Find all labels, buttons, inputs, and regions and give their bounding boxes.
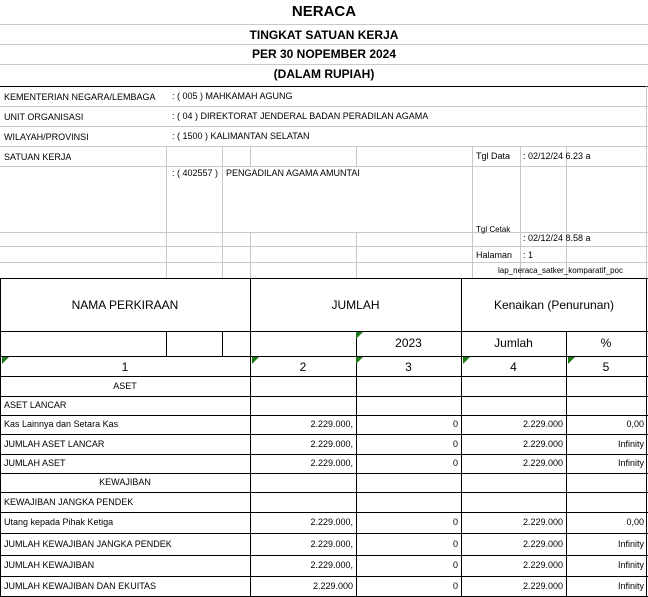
row-value-current: 2.229.000, <box>310 539 353 549</box>
row-value-2023 <box>356 473 458 492</box>
row-value-change <box>461 492 563 512</box>
row-label: ASET LANCAR <box>4 400 67 410</box>
row-value-current: 2.229.000, <box>310 517 353 527</box>
report-title: NERACA <box>291 3 357 20</box>
report-subtitle: TINGKAT SATUAN KERJA <box>249 28 399 42</box>
row-value-2023: 0 <box>452 581 458 591</box>
row-value-percent: Infinity <box>617 581 644 591</box>
row-value-change <box>461 473 563 492</box>
unit-label: UNIT ORGANISASI <box>4 112 84 122</box>
col-year-2023: 2023 <box>395 336 422 350</box>
row-value-percent: Infinity <box>617 539 644 549</box>
row-value-percent: 0,00 <box>626 517 644 527</box>
row-label: JUMLAH KEWAJIBAN <box>4 560 95 570</box>
tgl-cetak-value: : 02/12/24 8.58 a <box>523 233 591 243</box>
satker-label: SATUAN KERJA <box>4 152 72 162</box>
row-value-2023 <box>356 396 458 415</box>
col-num-5: 5 <box>602 360 610 374</box>
tgl-cetak-label: Tgl Cetak <box>476 226 511 234</box>
row-value-current: 2.229.000, <box>310 560 353 570</box>
row-label: Kas Lainnya dan Setara Kas <box>4 419 119 429</box>
col-jumlah: JUMLAH <box>331 298 380 312</box>
halaman-value: : 1 <box>523 250 534 260</box>
row-value-change: 2.229.000 <box>522 419 563 429</box>
tgl-data-value: : 02/12/24 6.23 a <box>523 151 591 161</box>
row-label: JUMLAH ASET <box>4 458 66 468</box>
col-num-3: 3 <box>405 360 412 374</box>
satker-name: PENGADILAN AGAMA AMUNTAI <box>226 168 360 178</box>
row-value-2023: 0 <box>452 517 458 527</box>
row-label: KEWAJIBAN JANGKA PENDEK <box>4 497 134 507</box>
row-label: KEWAJIBAN <box>99 477 151 487</box>
col-percent: % <box>600 336 612 350</box>
row-value-change: 2.229.000 <box>522 560 563 570</box>
col-kenaikan: Kenaikan (Penurunan) <box>493 298 615 312</box>
row-value-percent: Infinity <box>617 458 644 468</box>
row-value-percent: Infinity <box>617 560 644 570</box>
row-value-2023: 0 <box>452 560 458 570</box>
kementerian-value: : ( 005 ) MAHKAMAH AGUNG <box>172 91 293 101</box>
col-num-2: 2 <box>299 360 307 374</box>
row-value-2023 <box>356 492 458 512</box>
satker-code: : ( 402557 ) <box>172 168 219 178</box>
row-value-current <box>250 377 353 396</box>
row-value-change: 2.229.000 <box>522 581 563 591</box>
wilayah-label: WILAYAH/PROVINSI <box>4 132 89 142</box>
col-nama-perkiraan: NAMA PERKIRAAN <box>71 298 179 312</box>
wilayah-value: : ( 1500 ) KALIMANTAN SELATAN <box>172 131 310 141</box>
row-value-current: 2.229.000, <box>310 458 353 468</box>
row-value-2023: 0 <box>452 458 458 468</box>
row-label: JUMLAH KEWAJIBAN JANGKA PENDEK <box>4 539 172 549</box>
row-value-change <box>461 377 563 396</box>
tgl-data-label: Tgl Data <box>476 151 511 161</box>
row-value-change: 2.229.000 <box>522 458 563 468</box>
row-value-change <box>461 396 563 415</box>
row-value-current: 2.229.000 <box>312 581 353 591</box>
row-value-2023: 0 <box>452 439 458 449</box>
row-value-percent: Infinity <box>617 439 644 449</box>
row-value-percent <box>566 377 644 396</box>
row-value-percent <box>566 396 644 415</box>
halaman-label: Halaman <box>476 250 513 260</box>
row-label: ASET <box>113 381 137 391</box>
row-value-2023: 0 <box>452 539 458 549</box>
row-value-current: 2.229.000, <box>310 439 353 449</box>
report-unit: (DALAM RUPIAH) <box>273 67 375 81</box>
row-value-current <box>250 473 353 492</box>
col-num-1: 1 <box>121 360 129 374</box>
col-num-4: 4 <box>510 360 517 374</box>
row-value-current: 2.229.000, <box>310 419 353 429</box>
row-label: Utang kepada Pihak Ketiga <box>4 517 114 527</box>
row-value-2023 <box>356 377 458 396</box>
kementerian-label: KEMENTERIAN NEGARA/LEMBAGA <box>4 92 156 102</box>
row-label: JUMLAH KEWAJIBAN DAN EKUITAS <box>4 581 157 591</box>
row-value-change: 2.229.000 <box>522 539 563 549</box>
col-jumlah-change: Jumlah <box>494 336 533 350</box>
report-code: lap_neraca_satker_komparatif_poc <box>498 266 623 275</box>
row-label: JUMLAH ASET LANCAR <box>4 439 105 449</box>
row-value-percent <box>566 473 644 492</box>
report-period: PER 30 NOPEMBER 2024 <box>251 47 397 61</box>
row-value-percent: 0,00 <box>626 419 644 429</box>
row-value-2023: 0 <box>452 419 458 429</box>
row-value-current <box>250 396 353 415</box>
row-value-current <box>250 492 353 512</box>
row-value-change: 2.229.000 <box>522 517 563 527</box>
unit-value: : ( 04 ) DIREKTORAT JENDERAL BADAN PERADILAN AGAMA <box>172 111 429 121</box>
row-value-change: 2.229.000 <box>522 439 563 449</box>
row-value-percent <box>566 492 644 512</box>
